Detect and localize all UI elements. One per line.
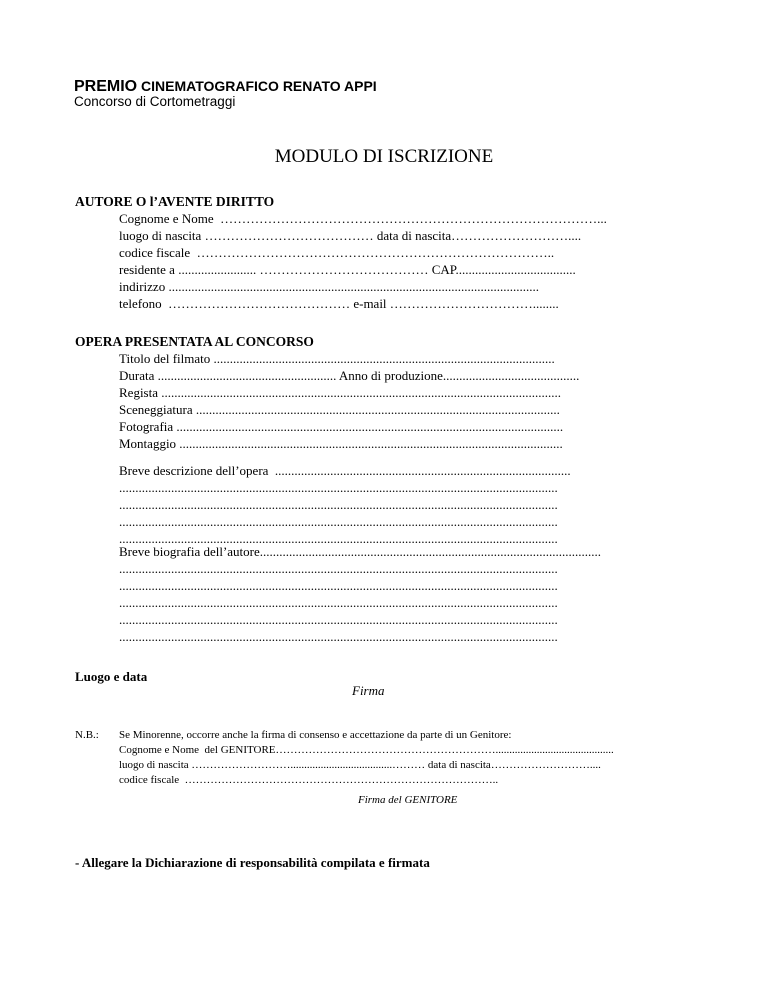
premio-title [74, 79, 377, 95]
descrizione-line[interactable]: ....................................................................................................................................... [119, 514, 558, 529]
field-titolo-filmato[interactable]: Titolo del filmato ......................................................................................................... [119, 351, 555, 366]
field-montaggio[interactable]: Montaggio ...................................................................................................................... [119, 436, 563, 451]
biografia-line[interactable]: ....................................................................................................................................... [119, 578, 558, 593]
field-telefono-email[interactable]: telefono …………………………………… e-mail ……………………………........ [119, 296, 559, 311]
luogo-data-label: Luogo e data [75, 669, 148, 684]
descrizione-line[interactable]: ....................................................................................................................................... [119, 531, 558, 546]
field-durata-anno[interactable]: Durata ....................................................... Anno di produzione.......................................... [119, 368, 580, 383]
allegare-note: - Allegare la Dichiarazione di responsabilità compilata e firmata [75, 855, 430, 870]
biografia-line[interactable]: ....................................................................................................................................... [119, 595, 558, 610]
opera-heading: OPERA PRESENTATA AL CONCORSO [75, 334, 314, 349]
biografia-line[interactable]: ....................................................................................................................................... [119, 561, 558, 576]
biografia-line[interactable]: ....................................................................................................................................... [119, 612, 558, 627]
premio-rest: CINEMATOGRAFICO RENATO APPI [137, 78, 377, 94]
firma-label: Firma [352, 683, 385, 698]
field-luogo-data-nascita[interactable]: luogo di nascita ………………………………… data di nascita……………………….... [119, 228, 582, 243]
field-regista[interactable]: Regista ........................................................................................................................... [119, 385, 561, 400]
descrizione-line[interactable]: ....................................................................................................................................... [119, 480, 558, 495]
field-codice-fiscale[interactable]: codice fiscale ……………………………………………………………………….. [119, 245, 555, 260]
descrizione-line[interactable]: ....................................................................................................................................... [119, 497, 558, 512]
autore-heading: AUTORE O l’AVENTE DIRITTO [75, 194, 275, 209]
field-cognome-nome[interactable]: Cognome e Nome ……………………………………………………………………………... [119, 211, 607, 226]
field-fotografia[interactable]: Fotografia ....................................................................................................................... [119, 419, 564, 434]
biografia-line[interactable]: ....................................................................................................................................... [119, 629, 558, 644]
field-indirizzo[interactable]: indirizzo .................................................................................................................. [119, 279, 539, 294]
nb-minorenne-text: Se Minorenne, occorre anche la firma di consenso e accettazione da parte di un Genitore: [119, 729, 512, 741]
premio-word: PREMIO [74, 78, 138, 95]
field-luogo-nascita-genitore[interactable]: luogo di nascita ……………………….....................................……… data di nascita……………………….... [119, 759, 601, 771]
firma-genitore-label: Firma del GENITORE [358, 794, 458, 806]
form-title: MODULO DI ISCRIZIONE [274, 146, 494, 167]
concorso-subtitle: Concorso di Cortometraggi [74, 94, 236, 109]
field-breve-biografia[interactable]: Breve biografia dell’autore......................................................................................................... [119, 544, 602, 559]
nb-label: N.B.: [75, 729, 99, 741]
field-residente-cap[interactable]: residente a ........................ ………………………………… CAP..................................... [119, 262, 576, 277]
field-sceneggiatura[interactable]: Sceneggiatura ................................................................................................................ [119, 402, 560, 417]
field-breve-descrizione[interactable]: Breve descrizione dell’opera ........................................................................................... [119, 463, 571, 478]
field-codice-fiscale-genitore[interactable]: codice fiscale ………………………………………………………………………….. [119, 774, 499, 786]
field-cognome-genitore[interactable]: Cognome e Nome del GENITORE……………………………………………………........................................... [119, 744, 614, 756]
